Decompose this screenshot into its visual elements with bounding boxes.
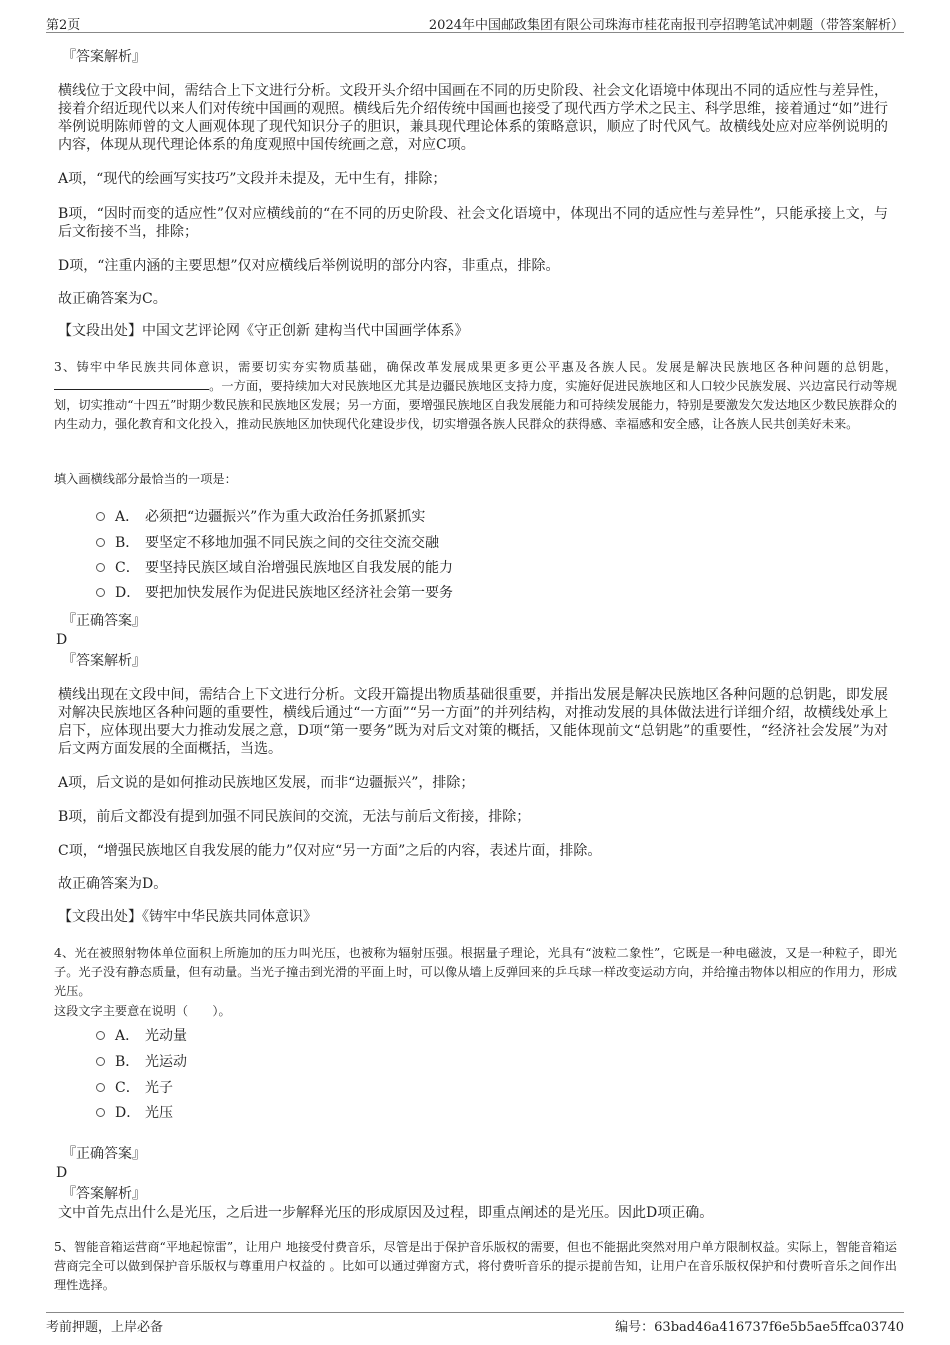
q2-analysis-b: B项，“因时而变的适应性”仅对应横线前的“在不同的历史阶段、社会文化语境中，体现出不同的适应性与差异性”，只能承接上文，与后文衔接不当，排除； xyxy=(58,206,888,240)
option-text: 要坚定不移地加强不同民族之间的交往交流交融 xyxy=(145,535,439,551)
q3-stem-part2: 。一方面，要持续加大对民族地区尤其是边疆民族地区支持力度，实施好促进民族地区和人口较少民族发展、兴边富民行动等规划，切实推动“十四五”时期少数民族和民族地区发展；另一方面，要增强民族地区自我发展能力和可持续发展能力，特别是要激发欠发达地区少数民族群众的内生动力，强化教育和文化投入，推动民族地区加快现代化建设步伐，切实增强各族人民群众的获得感、幸福感和安全感，让各族人民共创美好未来。 xyxy=(54,379,897,431)
option-letter: D． xyxy=(115,1105,141,1121)
q4-prompt: 这段文字主要意在说明（ ）。 xyxy=(54,1004,231,1018)
q3-stem-part1: 3、铸牢中华民族共同体意识，需要切实夯实物质基础，确保改革发展成果更多更公平惠及各族人民。发展是解决民族地区各种问题的总钥匙， xyxy=(54,360,897,374)
option-text: 光子 xyxy=(145,1080,173,1096)
option-text: 光动量 xyxy=(145,1028,187,1044)
radio-icon[interactable] xyxy=(96,1057,105,1066)
q3-analysis-paragraph: 横线出现在文段中间，需结合上下文进行分析。文段开篇提出物质基础很重要，并指出发展是解决民族地区各种问题的总钥匙，即发展对解决民族地区各种问题的重要性，横线后通过“一方面”“另一方面”的并列结构，对推动发展的具体做法进行详细介绍，故横线处承上启下，应体现出要大力推动发展之意，D项“第一要务”既为对后文对策的概括，又能体现前文“总钥匙”的重要性，“经济社会发展”为对后文两方面发展的全面概括，当选。 xyxy=(58,687,888,757)
option-letter: B． xyxy=(115,535,140,551)
q3-analysis-label: 『答案解析』 xyxy=(62,653,146,669)
radio-icon[interactable] xyxy=(96,1031,105,1040)
radio-icon[interactable] xyxy=(96,1083,105,1092)
q3-analysis-c: C项，“增强民族地区自我发展的能力”仅对应“另一方面”之后的内容，表述片面，排除。 xyxy=(58,843,602,859)
radio-icon[interactable] xyxy=(96,588,105,597)
q3-analysis-a: A项，后文说的是如何推动民族地区发展，而非“边疆振兴”，排除； xyxy=(58,775,475,791)
document-title: 2024年中国邮政集团有限公司珠海市桂花南报刊亭招聘笔试冲刺题（带答案解析） xyxy=(428,18,904,33)
option-letter: A． xyxy=(115,509,140,525)
q2-analysis-paragraph: 横线位于文段中间，需结合上下文进行分析。文段开头介绍中国画在不同的历史阶段、社会文化语境中体现出不同的适应性与差异性，接着介绍近现代以来人们对传统中国画的观照。横线后先介绍传统中国画也接受了现代西方学术之民主、科学思维，接着通过“如”进行举例说明陈师曾的文人画观体现了现代知识分子的胆识，兼具现代理论体系的策略意识，顺应了时代风气。故横线处应对应举例说明的内容，体现从现代理论体系的角度观照中国传统画之意，对应C项。 xyxy=(58,83,888,153)
q5-stem: 5、智能音箱运营商“平地起惊雷”，让用户 地接受付费音乐，尽管是出于保护音乐版权的需要，但也不能据此突然对用户单方限制权益。实际上，智能音箱运营商完全可以做到保护音乐版权与尊重用户权益的 。比如可以通过弹窗方式，将付费听音乐的提示提前告知，让用户在音乐版权保护和付费听音乐之间作出理性选择。 xyxy=(54,1240,897,1292)
q2-analysis-a: A项，“现代的绘画写实技巧”文段并未提及，无中生有，排除； xyxy=(58,171,447,187)
q4-stem: 4、光在被照射物体单位面积上所施加的压力叫光压，也被称为辐射压强。根据量子理论，光具有“波粒二象性”，它既是一种电磁波，又是一种粒子，即光子。光子没有静态质量，但有动量。当光子撞击到光滑的平面上时，可以像从墙上反弹回来的乒乓球一样改变运动方向，并给撞击物体以相应的作用力，形成光压。 xyxy=(54,946,897,998)
radio-icon[interactable] xyxy=(96,1108,105,1117)
q2-analysis-d: D项，“注重内涵的主要思想”仅对应横线后举例说明的部分内容，非重点，排除。 xyxy=(58,258,560,274)
option-text: 光运动 xyxy=(145,1054,187,1070)
option-letter: B． xyxy=(115,1054,140,1070)
option-letter: C． xyxy=(115,560,140,576)
q4-option-d[interactable] xyxy=(96,1104,173,1122)
radio-icon[interactable] xyxy=(96,563,105,572)
q2-source: 【文段出处】中国文艺评论网《守正创新 建构当代中国画学体系》 xyxy=(58,323,469,339)
option-letter: C． xyxy=(115,1080,140,1096)
document-id: 编号：63bad46a416737f6e5b5ae5ffca03740 xyxy=(615,1320,904,1335)
q3-conclusion: 故正确答案为D。 xyxy=(58,876,168,892)
page-number: 第2页 xyxy=(46,18,81,33)
q4-option-c[interactable] xyxy=(96,1079,173,1097)
q4-option-b[interactable] xyxy=(96,1053,187,1071)
page-footer xyxy=(46,1312,904,1337)
page-header xyxy=(46,12,904,33)
q4-analysis-label: 『答案解析』 xyxy=(62,1186,146,1202)
footer-slogan: 考前押题，上岸必备 xyxy=(46,1320,164,1335)
q3-stem xyxy=(54,358,897,434)
q3-option-a[interactable] xyxy=(96,508,425,526)
radio-icon[interactable] xyxy=(96,538,105,547)
q4-answer-label: 『正确答案』 xyxy=(62,1146,146,1162)
q3-answer: D xyxy=(56,632,68,648)
q3-option-b[interactable] xyxy=(96,534,439,552)
option-text: 光压 xyxy=(145,1105,173,1121)
option-text: 必须把“边疆振兴”作为重大政治任务抓紧抓实 xyxy=(145,509,426,525)
q3-answer-label: 『正确答案』 xyxy=(62,613,146,629)
q3-option-d[interactable] xyxy=(96,584,453,602)
q3-prompt: 填入画横线部分最恰当的一项是： xyxy=(54,472,237,486)
q2-conclusion: 故正确答案为C。 xyxy=(58,291,167,307)
q4-answer: D xyxy=(56,1165,68,1181)
option-text: 要把加快发展作为促进民族地区经济社会第一要务 xyxy=(145,585,453,601)
q4-option-a[interactable] xyxy=(96,1027,187,1045)
q3-option-c[interactable] xyxy=(96,559,453,577)
option-letter: A． xyxy=(115,1028,140,1044)
q2-analysis-label: 『答案解析』 xyxy=(62,49,146,65)
option-text: 要坚持民族区域自治增强民族地区自我发展的能力 xyxy=(145,560,453,576)
option-letter: D． xyxy=(115,585,141,601)
q3-analysis-b: B项，前后文都没有提到加强不同民族间的交流，无法与前后文衔接，排除； xyxy=(58,809,531,825)
q3-blank-line xyxy=(54,377,209,390)
q3-source: 【文段出处】《铸牢中华民族共同体意识》 xyxy=(58,909,317,925)
radio-icon[interactable] xyxy=(96,512,105,521)
q4-analysis: 文中首先点出什么是光压，之后进一步解释光压的形成原因及过程，即重点阐述的是光压。因此D项正确。 xyxy=(58,1205,714,1221)
